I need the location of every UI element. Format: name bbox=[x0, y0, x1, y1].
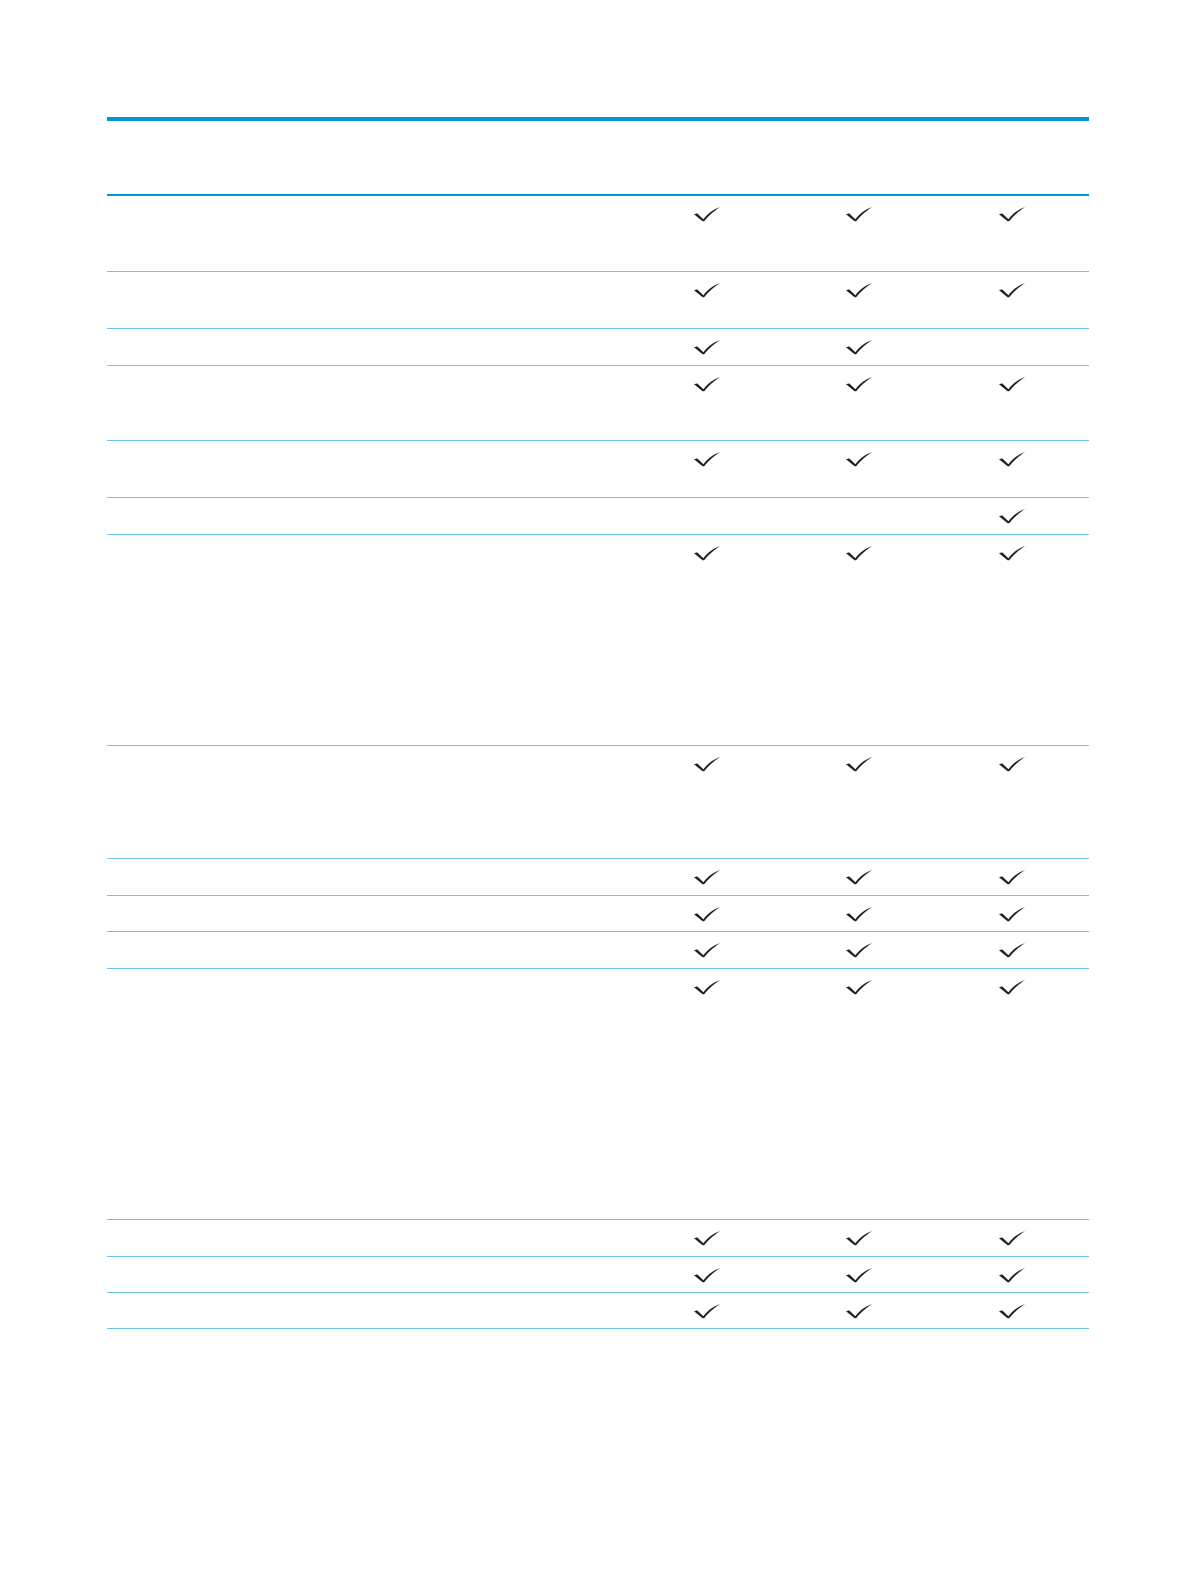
row-cell-col-3 bbox=[982, 441, 1042, 471]
row-cell-col-3 bbox=[982, 366, 1042, 396]
checkmark-icon bbox=[845, 206, 873, 222]
row-cell-col-1 bbox=[677, 366, 737, 396]
table-row bbox=[107, 272, 1089, 329]
table-row bbox=[107, 366, 1089, 441]
checkmark-icon bbox=[693, 376, 721, 392]
row-cell-col-1 bbox=[677, 441, 737, 471]
row-cell-col-3 bbox=[982, 196, 1042, 226]
checkmark-icon bbox=[845, 1230, 873, 1246]
checkmark-icon bbox=[693, 979, 721, 995]
row-cell-col-1 bbox=[677, 969, 737, 999]
checkmark-icon bbox=[845, 1267, 873, 1283]
checkmark-icon bbox=[693, 206, 721, 222]
checkmark-icon bbox=[845, 1303, 873, 1319]
row-label bbox=[107, 272, 647, 302]
checkmark-icon bbox=[845, 756, 873, 772]
row-label bbox=[107, 366, 647, 396]
row-label bbox=[107, 498, 647, 528]
row-cell-col-2 bbox=[829, 859, 889, 889]
checkmark-icon bbox=[693, 906, 721, 922]
row-cell-col-1 bbox=[677, 498, 737, 528]
table-row bbox=[107, 969, 1089, 1220]
checkmark-icon bbox=[845, 942, 873, 958]
row-cell-col-2 bbox=[829, 366, 889, 396]
row-label bbox=[107, 1257, 647, 1287]
table-row bbox=[107, 746, 1089, 859]
row-cell-col-3 bbox=[982, 932, 1042, 962]
row-cell-col-3 bbox=[982, 859, 1042, 889]
row-cell-col-1 bbox=[677, 196, 737, 226]
row-cell-col-3 bbox=[982, 896, 1042, 926]
checkmark-icon bbox=[693, 1267, 721, 1283]
checkmark-icon bbox=[693, 282, 721, 298]
row-cell-col-2 bbox=[829, 1293, 889, 1323]
checkmark-icon bbox=[998, 376, 1026, 392]
checkmark-icon bbox=[998, 756, 1026, 772]
checkmark-icon bbox=[845, 869, 873, 885]
row-label bbox=[107, 535, 647, 565]
row-cell-col-1 bbox=[677, 535, 737, 565]
checkmark-icon bbox=[693, 756, 721, 772]
row-cell-col-1 bbox=[677, 932, 737, 962]
row-cell-col-2 bbox=[829, 272, 889, 302]
row-cell-col-1 bbox=[677, 859, 737, 889]
checkmark-icon bbox=[998, 282, 1026, 298]
feature-comparison-table bbox=[107, 0, 1089, 1584]
checkmark-icon bbox=[998, 545, 1026, 561]
checkmark-icon bbox=[998, 206, 1026, 222]
row-label bbox=[107, 969, 647, 999]
table-row bbox=[107, 196, 1089, 272]
row-cell-col-1 bbox=[677, 272, 737, 302]
row-cell-col-2 bbox=[829, 329, 889, 359]
row-label bbox=[107, 196, 647, 226]
row-cell-col-2 bbox=[829, 196, 889, 226]
row-label bbox=[107, 746, 647, 776]
checkmark-icon bbox=[998, 451, 1026, 467]
checkmark-icon bbox=[693, 451, 721, 467]
checkmark-icon bbox=[693, 1230, 721, 1246]
row-cell-col-1 bbox=[677, 1220, 737, 1250]
row-cell-col-2 bbox=[829, 441, 889, 471]
table-row bbox=[107, 859, 1089, 896]
row-cell-col-1 bbox=[677, 1293, 737, 1323]
row-label bbox=[107, 1220, 647, 1250]
checkmark-icon bbox=[693, 339, 721, 355]
row-cell-col-3 bbox=[982, 1293, 1042, 1323]
table-row bbox=[107, 535, 1089, 746]
row-cell-col-1 bbox=[677, 329, 737, 359]
checkmark-icon bbox=[693, 1303, 721, 1319]
table-row bbox=[107, 932, 1089, 969]
row-cell-col-3 bbox=[982, 969, 1042, 999]
table-row bbox=[107, 1257, 1089, 1293]
checkmark-icon bbox=[845, 545, 873, 561]
row-cell-col-3 bbox=[982, 1257, 1042, 1287]
row-cell-col-3 bbox=[982, 272, 1042, 302]
row-label bbox=[107, 329, 647, 359]
row-cell-col-2 bbox=[829, 1220, 889, 1250]
row-cell-col-3 bbox=[982, 498, 1042, 528]
checkmark-icon bbox=[845, 376, 873, 392]
table-row bbox=[107, 498, 1089, 535]
row-cell-col-2 bbox=[829, 969, 889, 999]
checkmark-icon bbox=[998, 869, 1026, 885]
table-header-row bbox=[107, 121, 1089, 195]
header-label bbox=[107, 121, 647, 151]
row-label bbox=[107, 859, 647, 889]
checkmark-icon bbox=[845, 979, 873, 995]
table-row bbox=[107, 896, 1089, 932]
row-cell-col-1 bbox=[677, 746, 737, 776]
checkmark-icon bbox=[845, 451, 873, 467]
row-cell-col-2 bbox=[829, 535, 889, 565]
row-cell-col-3 bbox=[982, 1220, 1042, 1250]
checkmark-icon bbox=[845, 906, 873, 922]
row-cell-col-2 bbox=[829, 932, 889, 962]
row-cell-col-2 bbox=[829, 746, 889, 776]
checkmark-icon bbox=[845, 282, 873, 298]
table-row bbox=[107, 1293, 1089, 1329]
row-cell-col-1 bbox=[677, 1257, 737, 1287]
row-cell-col-3 bbox=[982, 535, 1042, 565]
table-row bbox=[107, 1220, 1089, 1257]
row-cell-col-3 bbox=[982, 746, 1042, 776]
row-cell-col-2 bbox=[829, 896, 889, 926]
row-label bbox=[107, 932, 647, 962]
checkmark-icon bbox=[998, 508, 1026, 524]
row-label bbox=[107, 896, 647, 926]
row-cell-col-2 bbox=[829, 1257, 889, 1287]
checkmark-icon bbox=[693, 545, 721, 561]
checkmark-icon bbox=[693, 942, 721, 958]
checkmark-icon bbox=[693, 869, 721, 885]
table-row bbox=[107, 329, 1089, 366]
row-cell-col-1 bbox=[677, 896, 737, 926]
table-row bbox=[107, 441, 1089, 498]
checkmark-icon bbox=[998, 979, 1026, 995]
row-label bbox=[107, 1293, 647, 1323]
row-cell-col-3 bbox=[982, 329, 1042, 359]
checkmark-icon bbox=[998, 1267, 1026, 1283]
row-divider bbox=[107, 1328, 1089, 1329]
checkmark-icon bbox=[998, 1230, 1026, 1246]
checkmark-icon bbox=[998, 1303, 1026, 1319]
checkmark-icon bbox=[845, 339, 873, 355]
checkmark-icon bbox=[998, 942, 1026, 958]
checkmark-icon bbox=[998, 906, 1026, 922]
row-cell-col-2 bbox=[829, 498, 889, 528]
row-label bbox=[107, 441, 647, 471]
